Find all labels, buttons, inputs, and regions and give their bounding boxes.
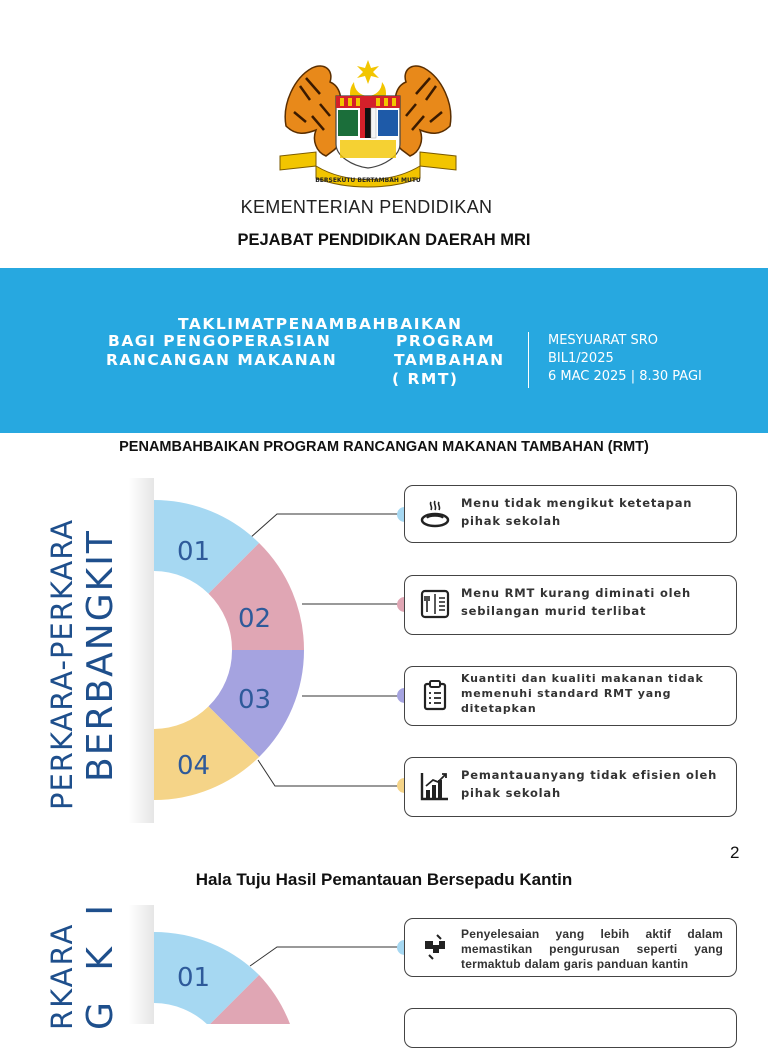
segment-label-02: 02 <box>238 604 272 634</box>
crest-motto: BERSEKUTU BERTAMBAH MUTU <box>315 177 421 184</box>
issue-text-4: Pemantauanyang tidak efisien oleh pihak sekolah <box>461 768 718 800</box>
issue-text-2: Menu RMT kurang diminati oleh sebilangan murid terlibat <box>461 586 691 618</box>
slide2-text-1: Penyelesaian yang lebih aktif dalam memastikan pengurusan seperti yang termaktub dalam garis panduan kantin <box>461 927 723 971</box>
issue-card-2 <box>404 575 737 635</box>
meeting-number: BIL1/2025 <box>548 351 614 366</box>
bar-chart-icon <box>419 770 451 802</box>
segment-label-03: 03 <box>238 685 272 715</box>
issue-card-1 <box>404 485 737 543</box>
slide2-card-2 <box>404 1008 737 1048</box>
coat-of-arms-logo <box>276 56 460 188</box>
title-line-2b: PROGRAM <box>396 332 496 350</box>
title-line-3b: TAMBAHAN <box>394 351 505 369</box>
clipboard-icon <box>419 679 451 711</box>
issue-card-3 <box>404 666 737 726</box>
connector-line-4 <box>258 760 404 786</box>
slide2-heading: Hala Tuju Hasil Pemantauan Bersepadu Kantin <box>195 870 573 889</box>
issue-card-4 <box>404 757 737 817</box>
segment-label-01: 01 <box>177 537 211 567</box>
meeting-name: MESYUARAT SRO <box>548 333 659 348</box>
segment-label-04: 04 <box>177 751 211 781</box>
slide1-heading: PENAMBAHBAIKAN PROGRAM RANCANGAN MAKANAN TAMBAHAN (RMT) <box>119 439 649 455</box>
slide2-segment-label-01: 01 <box>177 963 211 993</box>
food-bowl-icon <box>419 498 451 530</box>
title-line-4: ( RMT) <box>392 370 459 388</box>
meeting-datetime: 6 MAC 2025 | 8.30 PAGI <box>548 369 702 384</box>
slide2-card-1 <box>404 918 737 977</box>
ministry-name: KEMENTERIAN PENDIDIKAN <box>240 197 493 217</box>
slide2-connector-line-1 <box>250 947 404 966</box>
connector-line-1 <box>250 514 404 538</box>
page-number: 2 <box>730 843 740 862</box>
title-line-1: TAKLIMATPENAMBAHBAIKAN <box>178 315 463 333</box>
issue-text-1: Menu tidak mengikut ketetapan pihak sekolah <box>461 496 693 528</box>
slide1-vertical-label-small: PERKARA-PERKARA <box>45 518 79 810</box>
band-divider <box>528 332 529 388</box>
solution-icon <box>419 931 451 963</box>
issue-text-3: Kuantiti dan kualiti makanan tidak memenuhi standard RMT yang ditetapkan <box>461 672 704 715</box>
district-office-name: PEJABAT PENDIDIKAN DAERAH MRI <box>237 231 531 249</box>
slide2-vertical-label-large: G K I <box>80 894 121 1030</box>
meeting-info <box>548 332 702 386</box>
slide2-vertical-label-small: RKARA <box>45 922 79 1030</box>
slide1-vertical-label-large: BERBANGKIT <box>80 529 121 782</box>
menu-card-icon <box>419 588 451 620</box>
title-line-2a: BAGI PENGOPERASIAN <box>108 332 332 350</box>
title-line-3a: RANCANGAN MAKANAN <box>106 351 338 369</box>
